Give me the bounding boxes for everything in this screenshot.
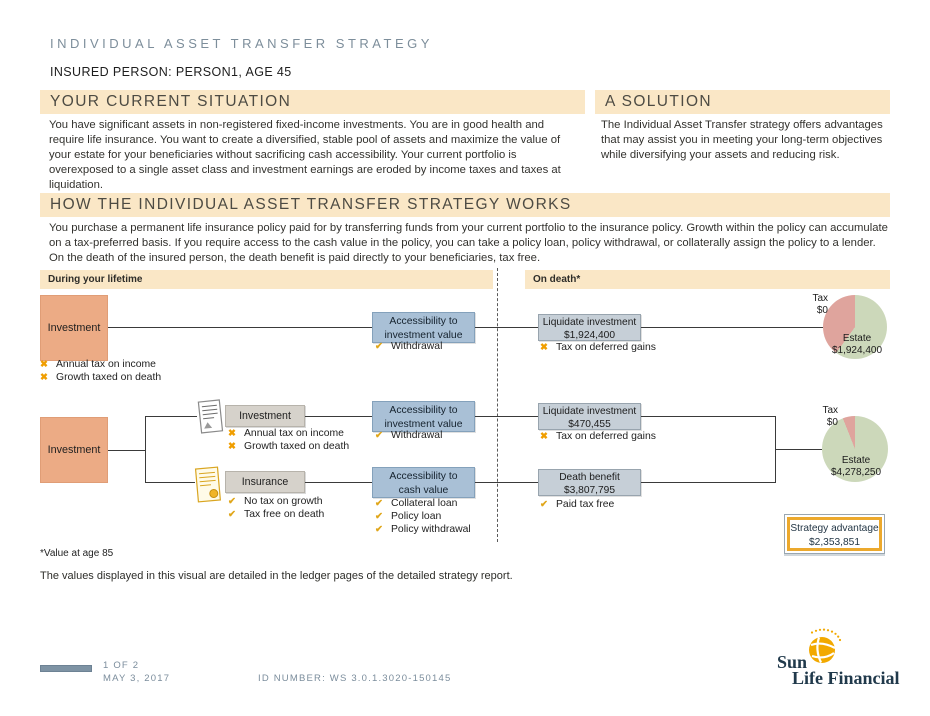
liquidate-value: $1,924,400: [564, 330, 615, 342]
connector-line: [775, 449, 822, 450]
branch-investment-access-notes: [375, 430, 442, 441]
row1-investment-label: Investment: [47, 322, 101, 334]
lifetime-column-header: During your lifetime: [40, 270, 493, 289]
branch-investment-box: Investment: [225, 405, 305, 427]
check-icon: ✔: [228, 496, 236, 507]
insurance-policy-icon: [193, 465, 223, 505]
connector-line: [641, 416, 775, 417]
logo-word-sun: Sun: [777, 652, 808, 672]
page-progress-bar: [40, 665, 92, 672]
check-icon: ✔: [228, 509, 236, 520]
pie2-estate-label: [816, 455, 896, 478]
solution-heading: A SOLUTION: [595, 90, 890, 114]
estate-label: Estate: [841, 455, 871, 466]
connector-line: [641, 482, 775, 483]
note-text: Tax on deferred gains: [556, 342, 656, 353]
investment-document-icon: [196, 398, 224, 436]
ledger-footnote: The values displayed in this visual are detailed in the ledger pages of the detailed strategy report.: [40, 570, 513, 582]
row1-liquidate-box: [538, 314, 641, 341]
pie2-tax-label: [800, 405, 838, 428]
connector-line: [108, 327, 372, 328]
check-icon: ✔: [375, 341, 383, 352]
note-text: Policy loan: [391, 511, 442, 522]
note-text: Annual tax on income: [56, 359, 156, 370]
note-text: Growth taxed on death: [244, 441, 350, 452]
note-text: Withdrawal: [391, 430, 443, 441]
connector-line: [475, 327, 538, 328]
note-text: No tax on growth: [244, 496, 323, 507]
report-date: MAY 3, 2017: [103, 673, 171, 684]
cross-icon: ✖: [228, 441, 236, 452]
branch-insurance-access-box: [372, 467, 475, 498]
estate-label: Estate: [842, 333, 872, 344]
how-it-works-heading: HOW THE INDIVIDUAL ASSET TRANSFER STRATEGY WORKS: [40, 193, 890, 217]
row1-investment-notes: [40, 359, 161, 383]
note-text: Annual tax on income: [244, 428, 344, 439]
id-number: ID NUMBER: WS 3.0.1.3020-150145: [258, 673, 452, 684]
access-label-line1: Accessibility to: [389, 316, 458, 327]
how-it-works-body: You purchase a permanent life insurance policy paid for by transferring funds from your current portfolio to the insurance policy. Growth within the policy can accumulate on a tax-preferred basis. If you require access to the cash value in the policy, you can take a policy loan, policy withdrawal, or collaterally assign the policy to a lender. On the death of the insured person, the death benefit is paid directly to your beneficiaries, tax free.: [49, 222, 888, 265]
pie1-tax-label: [790, 293, 828, 316]
check-icon: ✔: [540, 499, 548, 510]
value-at-age-footnote: *Value at age 85: [40, 548, 114, 559]
death-column-header: On death*: [525, 270, 890, 289]
liquidate-value: $470,455: [568, 419, 611, 431]
pie1-estate-label: [818, 333, 896, 356]
note-text: Paid tax free: [556, 499, 615, 510]
strategy-advantage-value: $2,353,851: [809, 536, 860, 548]
access-label-line2: investment value: [384, 329, 463, 341]
connector-line: [305, 482, 372, 483]
branch-investment-access-box: [372, 401, 475, 432]
current-situation-heading: YOUR CURRENT SITUATION: [40, 90, 585, 114]
note-text: Tax on deferred gains: [556, 431, 656, 442]
connector-line: [145, 416, 146, 483]
connector-line: [145, 416, 197, 417]
sun-life-logo: [772, 628, 902, 690]
connector-line: [475, 482, 538, 483]
row1-investment-box: [40, 295, 108, 361]
tax-label: Tax: [812, 293, 828, 304]
logo-word-life-financial: Life Financial: [792, 668, 900, 688]
row1-death-notes: [540, 342, 656, 353]
death-benefit-notes: [540, 499, 614, 510]
branch-insurance-access-notes: [375, 498, 471, 535]
death-benefit-label: Death benefit: [559, 472, 620, 483]
row1-access-notes: [375, 341, 442, 352]
row2-investment-box: [40, 417, 108, 483]
note-text: Tax free on death: [244, 509, 325, 520]
access-label-line1: Accessibility to: [389, 405, 458, 416]
cross-icon: ✖: [540, 342, 548, 353]
page-title: INDIVIDUAL ASSET TRANSFER STRATEGY: [50, 36, 433, 51]
branch-investment-notes: [228, 428, 349, 452]
note-text: Collateral loan: [391, 498, 458, 509]
note-text: Withdrawal: [391, 341, 443, 352]
access-label-line1: Accessibility to: [389, 471, 458, 482]
check-icon: ✔: [375, 524, 383, 535]
note-text: Policy withdrawal: [391, 524, 471, 535]
branch-insurance-box: Insurance: [225, 471, 305, 493]
row2-investment-label: Investment: [47, 444, 101, 456]
current-situation-body: You have significant assets in non-registered fixed-income investments. You are in good health and require life insurance. You want to create a diversified, stable pool of assets and maximize the value of your estate for your beneficiaries without sacrificing cash accessibility. Your current portfolio is overexposed to a single asset class and investment earnings are eroded by income taxes and taxes at liquidation.: [49, 119, 561, 192]
cross-icon: ✖: [40, 359, 48, 370]
tax-value: $0: [826, 416, 838, 428]
estate-value: $4,278,250: [830, 466, 882, 478]
cross-icon: ✖: [40, 372, 48, 383]
branch-investment-death-notes: [540, 431, 656, 442]
access-label-line2: investment value: [384, 418, 463, 430]
branch-insurance-notes: [228, 496, 324, 520]
note-text: Growth taxed on death: [56, 372, 162, 383]
access-label-line2: cash value: [398, 484, 449, 496]
connector-line: [145, 482, 195, 483]
tax-value: $0: [816, 304, 828, 316]
branch-investment-liquidate-box: [538, 403, 641, 430]
death-benefit-value: $3,807,795: [564, 485, 615, 497]
page-number: 1 OF 2: [103, 660, 140, 671]
connector-line: [108, 450, 145, 451]
cross-icon: ✖: [228, 428, 236, 439]
tax-label: Tax: [822, 405, 838, 416]
check-icon: ✔: [375, 511, 383, 522]
death-benefit-box: [538, 469, 641, 496]
check-icon: ✔: [375, 430, 383, 441]
insured-person-line: INSURED PERSON: PERSON1, AGE 45: [50, 65, 292, 79]
cross-icon: ✖: [540, 431, 548, 442]
check-icon: ✔: [375, 498, 383, 509]
connector-line: [305, 416, 372, 417]
strategy-advantage-box: [784, 514, 885, 554]
solution-body: The Individual Asset Transfer strategy offers advantages that may assist you in meeting your long-term objectives while diversifying your assets and reducing risk.: [601, 119, 883, 162]
connector-line: [475, 416, 538, 417]
connector-line: [641, 327, 823, 328]
sun-icon: [802, 628, 844, 668]
liquidate-label: Liquidate investment: [542, 317, 637, 328]
strategy-advantage-label: Strategy advantage: [790, 523, 879, 534]
liquidate-label: Liquidate investment: [542, 406, 637, 417]
row1-access-box: [372, 312, 475, 343]
lifetime-death-divider: [497, 268, 498, 542]
estate-value: $1,924,400: [831, 344, 883, 356]
